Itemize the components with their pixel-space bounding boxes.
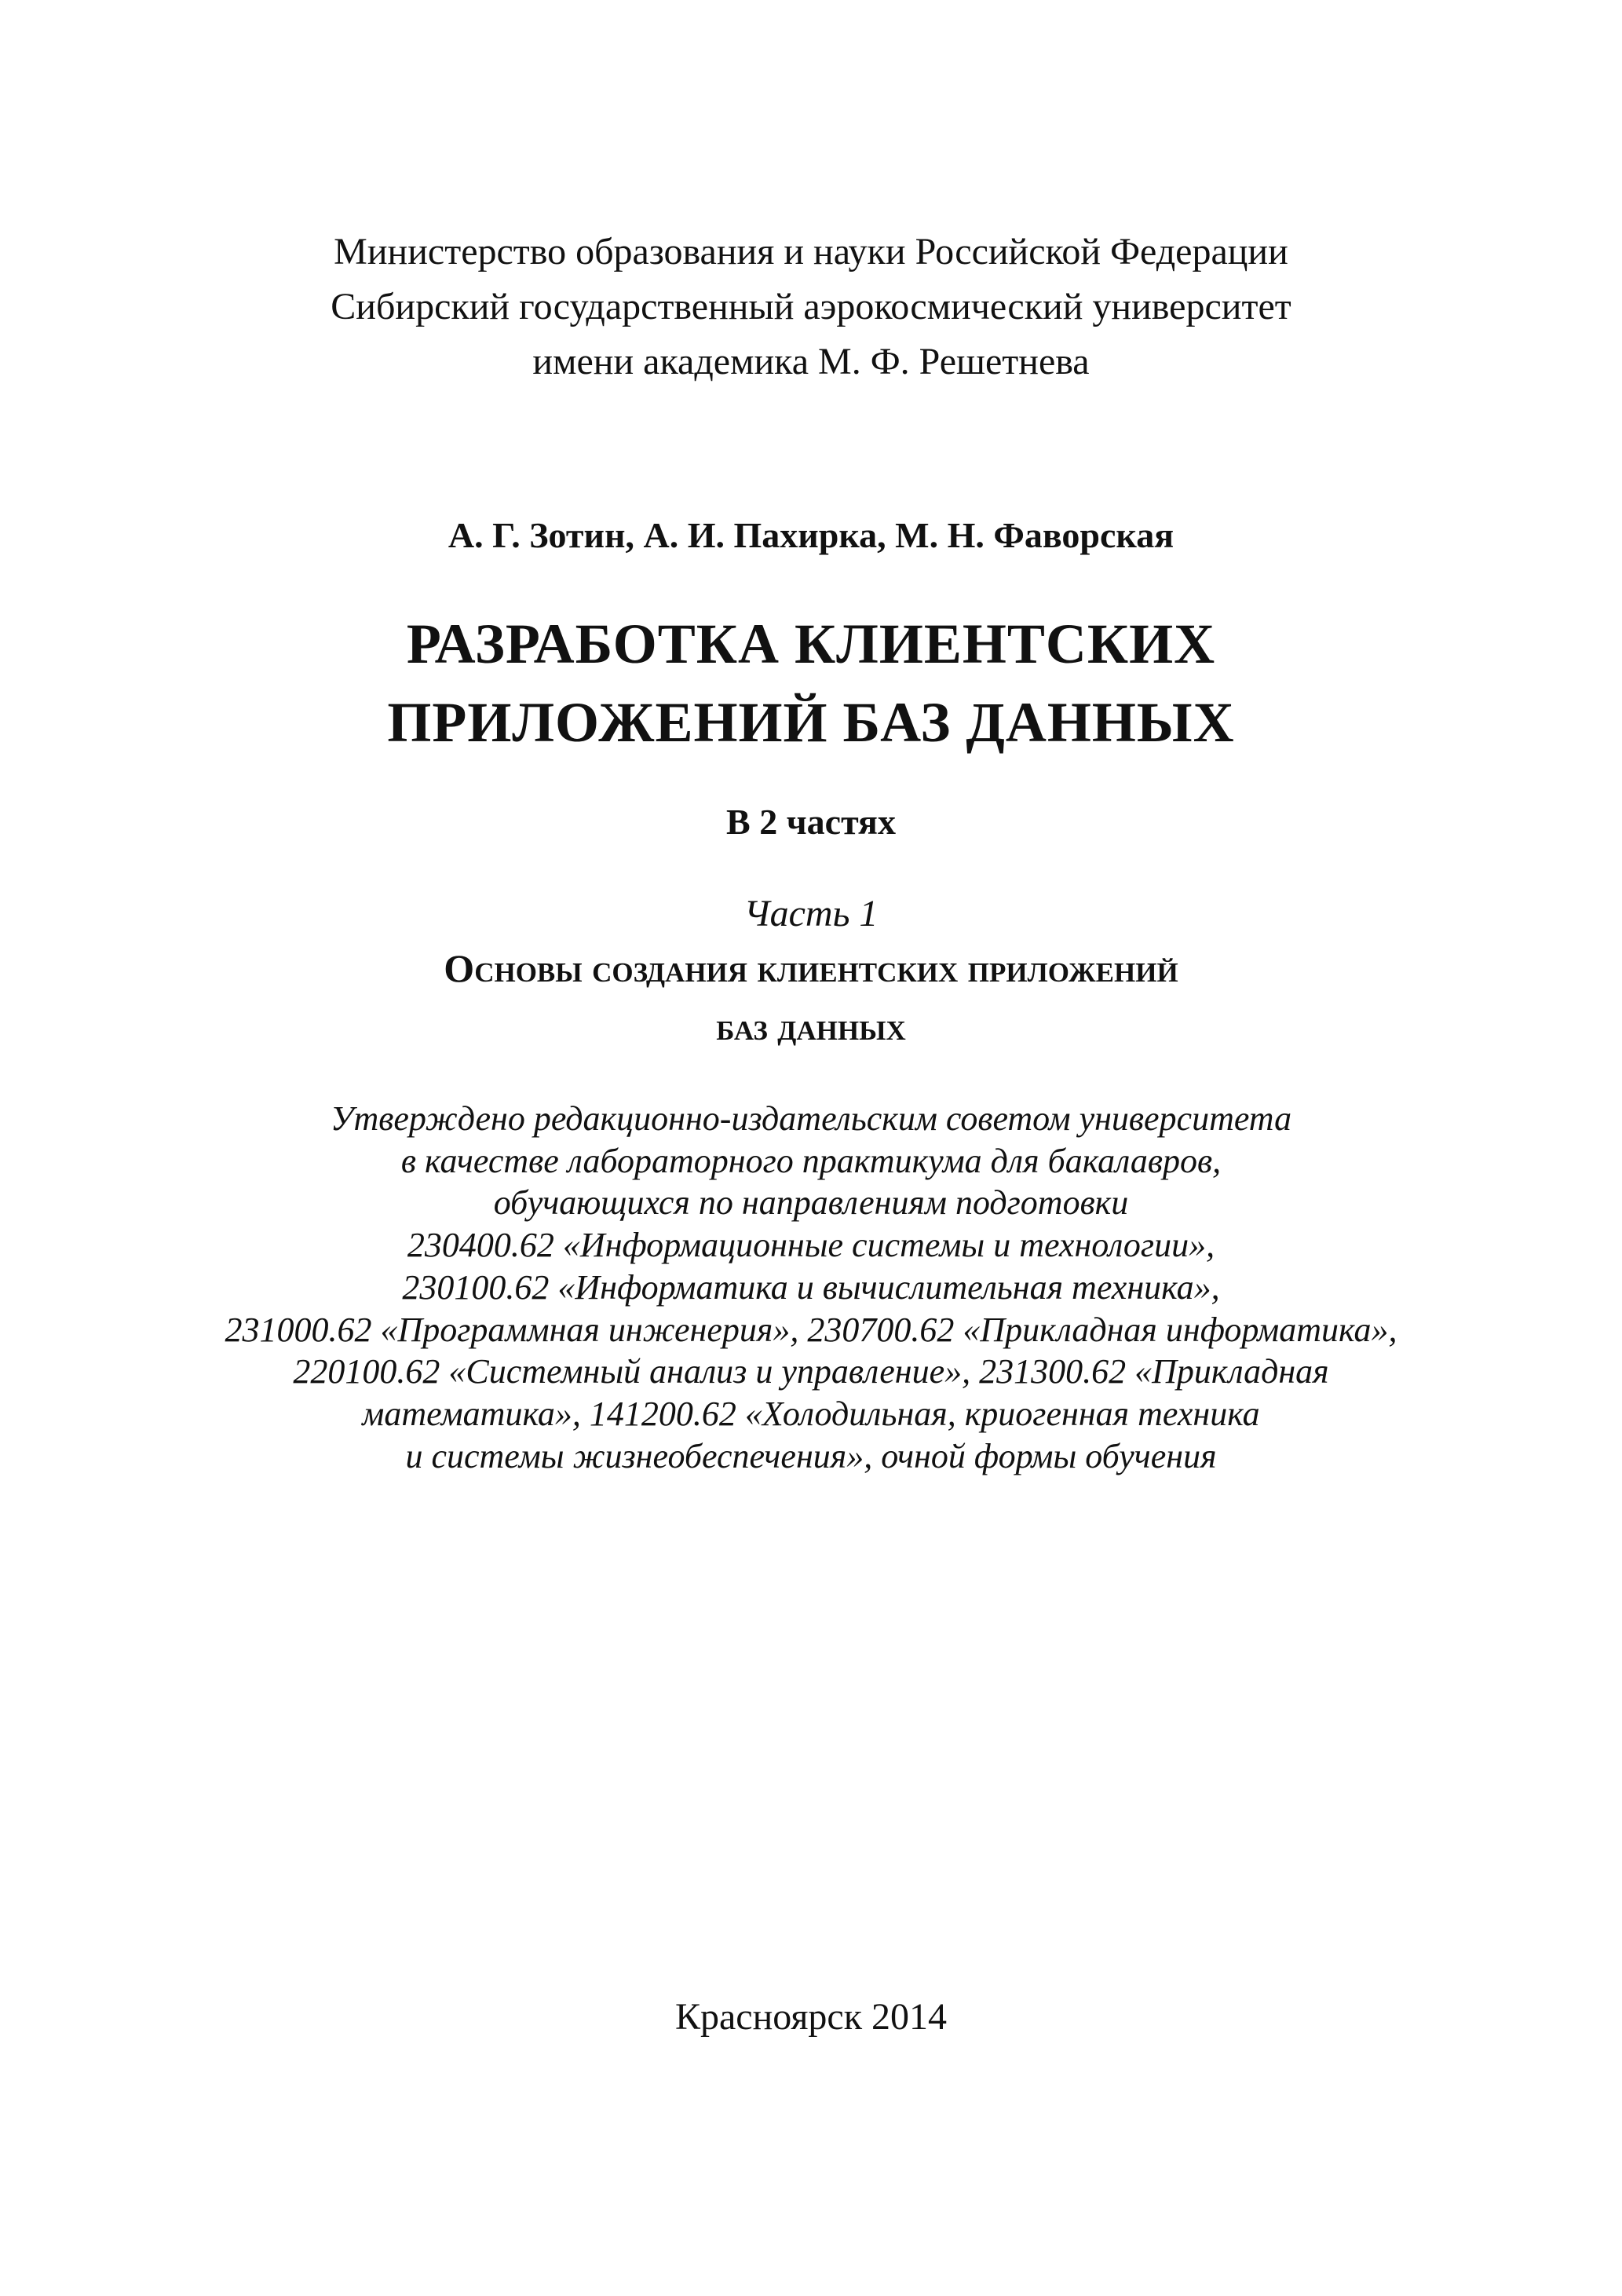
approval-line: 220100.62 «Системный анализ и управление», 231300.62 «Прикладная [293,1352,1329,1391]
parts-note-line: В 2 частях [726,802,896,842]
approval-line: в качестве лабораторного практикума для бакалавров, [400,1141,1222,1180]
approval-line: 230400.62 «Информационные системы и технологии», [407,1226,1215,1265]
book-title-line: РАЗРАБОТКА КЛИЕНТСКИХ [406,612,1216,675]
part-label-line: Часть 1 [743,893,879,934]
university-name-line: имени академика М. Ф. Решетнева [532,341,1090,382]
part-subtitle [0,939,1622,1055]
city-year [0,1991,1622,2043]
approval-statement [0,1098,1622,1477]
part-label [0,889,1622,939]
part-subtitle-line: Основы создания клиентских приложений [444,946,1178,990]
book-title [0,605,1622,762]
approval-line: математика», 141200.62 «Холодильная, криогенная техника [362,1394,1260,1433]
authors-line: А. Г. Зотин, А. И. Пахирка, М. Н. Фаворская [448,515,1174,555]
part-subtitle-line: баз данных [716,1004,906,1048]
book-title-line: ПРИЛОЖЕНИЙ БАЗ ДАННЫХ [387,691,1235,754]
approval-line: обучающихся по направлениям подготовки [493,1183,1129,1223]
parts-note [0,798,1622,846]
authors [0,511,1622,560]
approval-line: Утверждено редакционно-издательским советом университета [330,1099,1292,1138]
city-year-line: Красноярск 2014 [674,1996,948,2038]
ministry-line: Министерство образования и науки Российской Федерации [334,231,1288,272]
ministry-header [0,225,1622,389]
approval-line: 230100.62 «Информатика и вычислительная техника», [402,1267,1220,1307]
approval-line: и системы жизнеобеспечения», очной формы обучения [405,1436,1217,1475]
approval-line: 231000.62 «Программная инженерия», 230700.62 «Прикладная информатика», [225,1310,1397,1349]
university-line: Сибирский государственный аэрокосмический университет [331,286,1291,327]
